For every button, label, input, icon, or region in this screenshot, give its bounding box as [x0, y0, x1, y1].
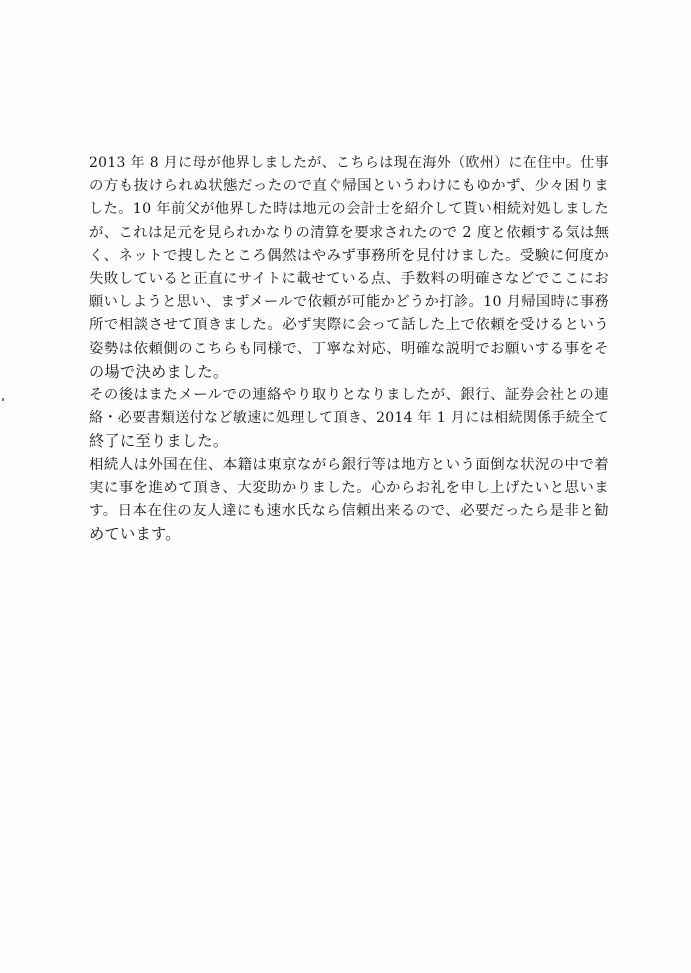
letter-line: 絡・必要書類送付など敏速に処理して頂き、2014 年 1 月には相続関係手続全て	[89, 410, 609, 427]
letter-line: めています。	[89, 525, 181, 544]
letter-line: 2013 年 8 月に母が他界しましたが、こちらは現在海外（欧州）に在住中。仕事	[89, 155, 609, 171]
letter-line: の方も抜けられぬ状態だったので直ぐ帰国というわけにもゆかず、少々困りま	[89, 178, 609, 195]
letter-line: の場で決めました。	[89, 362, 229, 381]
letter-line: 実に事を進めて頂き、大変助かりました。心からお礼を申し上げたいと思いま	[89, 479, 609, 496]
letter-line: 所で相談させて頂きました。必ず実際に会って話した上で依頼を受けるという	[89, 317, 609, 334]
scan-speck	[2, 398, 4, 401]
letter-line: が、これは足元を見られかなりの清算を要求されたので 2 度と依頼する気は無	[89, 224, 610, 241]
letter-line: 失敗していると正直にサイトに載せている点、手数料の明確さなどでここにお	[89, 271, 609, 288]
letter-line: 終了に至りました。	[89, 432, 229, 451]
letter-line: 姿勢は依頼側のこちらも同様で、丁寧な対応、明確な説明でお願いする事をそ	[89, 340, 609, 357]
letter-line: した。10 年前父が他界した時は地元の会計士を紹介して貰い相続対処しました	[89, 201, 609, 218]
letter-line: す。日本在住の友人達にも速水氏なら信頼出来るので、必要だったら是非と勧	[89, 503, 609, 520]
letter-line: 相続人は外国在住、本籍は東京ながら銀行等は地方という面倒な状況の中で着	[89, 456, 609, 473]
letter-line: その後はまたメールでの連絡やり取りとなりましたが、銀行、証券会社との連	[89, 387, 609, 404]
letter-body	[89, 152, 609, 546]
letter-line: 願いしようと思い、まずメールで依頼が可能かどうか打診。10 月帰国時に事務	[89, 294, 609, 311]
letter-line: く、ネットで捜したところ偶然はやみず事務所を見付けました。受験に何度か	[89, 247, 609, 264]
